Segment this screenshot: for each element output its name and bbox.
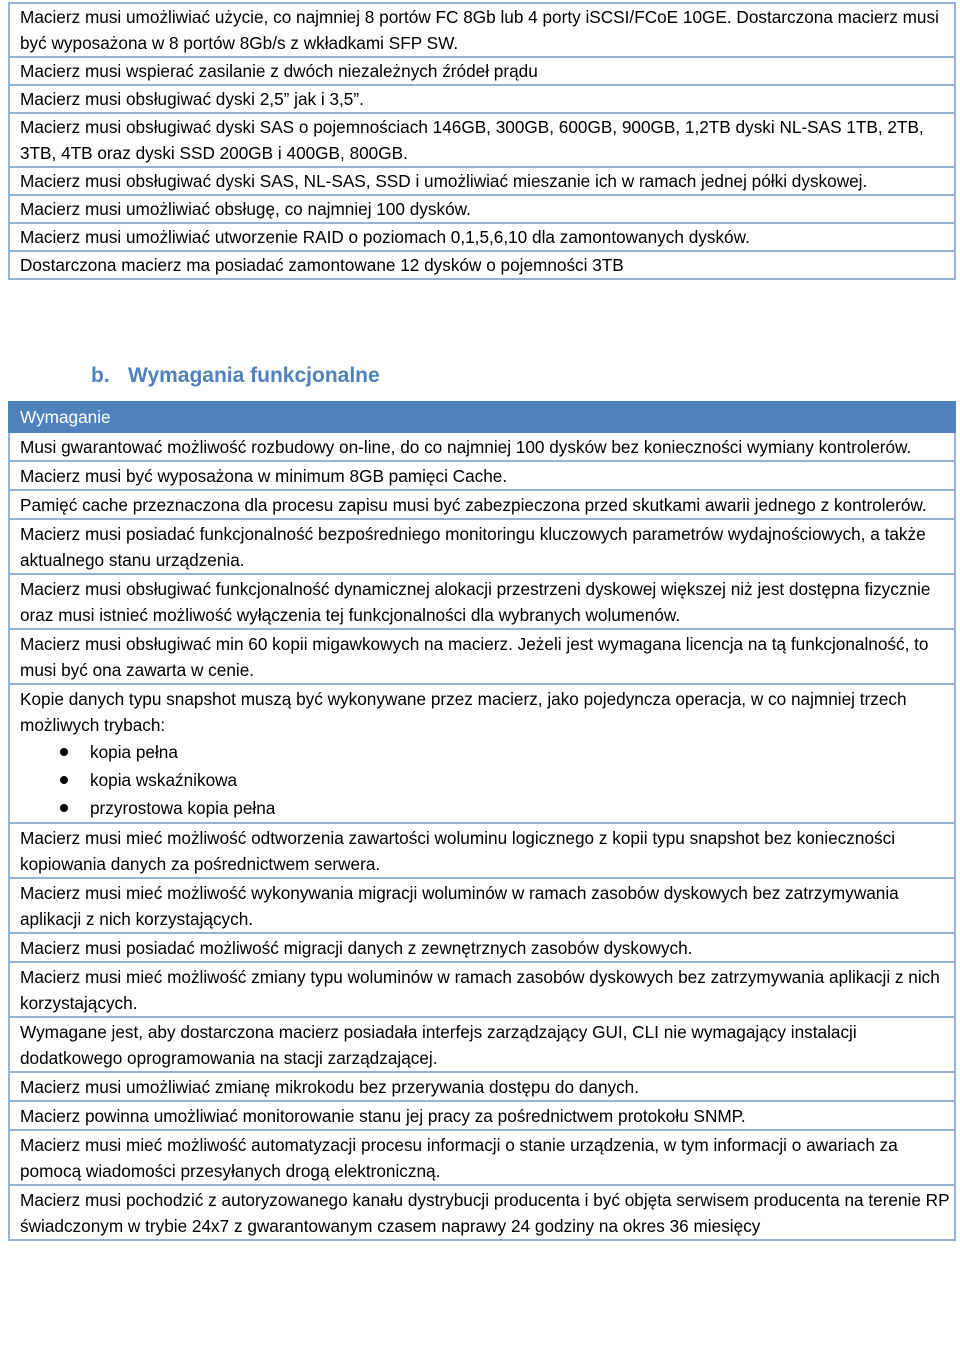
snapshot-modes-list <box>20 738 954 822</box>
list-item <box>20 794 954 822</box>
table-cell: Dostarczona macierz ma posiadać zamontowane 12 dysków o pojemności 3TB <box>9 251 955 279</box>
table-cell: Macierz musi wspierać zasilanie z dwóch niezależnych źródeł prądu <box>9 57 955 85</box>
snapshot-intro: Kopie danych typu snapshot muszą być wykonywane przez macierz, jako pojedyncza operacja, w co najmniej trzech możliwych trybach: <box>20 689 907 735</box>
table-cell: Musi gwarantować możliwość rozbudowy on-line, do co najmniej 100 dysków bez konieczności wymiany kontrolerów. <box>9 432 955 461</box>
table-cell: Macierz musi obsługiwać min 60 kopii migawkowych na macierz. Jeżeli jest wymagana licencja na tą funkcjonalność, to musi być ona zawarta w cenie. <box>9 629 955 684</box>
table-cell: Macierz musi umożliwiać utworzenie RAID o poziomach 0,1,5,6,10 dla zamontowanych dysków. <box>9 223 955 251</box>
table-row <box>9 823 955 878</box>
table-row <box>9 519 955 574</box>
section-heading <box>91 364 380 388</box>
table-row <box>9 57 955 85</box>
table-row <box>9 167 955 195</box>
section-title: Wymagania funkcjonalne <box>128 364 380 387</box>
table-cell: Macierz musi mieć możliwość odtworzenia zawartości woluminu logicznego z kopii typu snapshot bez konieczności kopiowania danych za pośrednictwem serwera. <box>9 823 955 878</box>
table-row <box>9 933 955 962</box>
table-cell: Macierz musi mieć możliwość automatyzacji procesu informacji o stanie urządzenia, w tym informacji o awariach za pomocą wiadomości przesyłanych drogą elektroniczną. <box>9 1130 955 1185</box>
column-header: Wymaganie <box>9 402 955 432</box>
list-item-label: kopia pełna <box>90 742 178 762</box>
table-row <box>9 1101 955 1130</box>
table-cell: Pamięć cache przeznaczona dla procesu zapisu musi być zabezpieczona przed skutkami awarii jednego z kontrolerów. <box>9 490 955 519</box>
table-cell: Macierz musi umożliwiać obsługę, co najmniej 100 dysków. <box>9 195 955 223</box>
table-row <box>9 1130 955 1185</box>
list-item-label: przyrostowa kopia pełna <box>90 798 276 818</box>
list-item-label: kopia wskaźnikowa <box>90 770 238 790</box>
table-row <box>9 195 955 223</box>
table-row <box>9 962 955 1017</box>
list-item <box>20 738 954 766</box>
table-row <box>9 1185 955 1240</box>
table-row <box>9 432 955 461</box>
table-row <box>9 1072 955 1101</box>
table-cell: Macierz musi posiadać funkcjonalność bezpośredniego monitoringu kluczowych parametrów wydajnościowych, a także aktualnego stanu urządzenia. <box>9 519 955 574</box>
table-row <box>9 85 955 113</box>
table-row <box>9 3 955 57</box>
table-cell: Macierz musi mieć możliwość zmiany typu woluminów w ramach zasobów dyskowych bez zatrzymywania aplikacji z nich korzystających. <box>9 962 955 1017</box>
table-cell: Macierz musi umożliwiać użycie, co najmniej 8 portów FC 8Gb lub 4 porty iSCSI/FCoE 10GE. Dostarczona macierz musi być wyposażona w 8 portów 8Gb/s z wkładkami SFP SW. <box>9 3 955 57</box>
table-cell: Macierz musi mieć możliwość wykonywania migracji woluminów w ramach zasobów dyskowych bez zatrzymywania aplikacji z nich korzystających. <box>9 878 955 933</box>
table-cell: Macierz musi obsługiwać dyski SAS o pojemnościach 146GB, 300GB, 600GB, 900GB, 1,2TB dyski NL-SAS 1TB, 2TB, 3TB, 4TB oraz dyski SSD 200GB i 400GB, 800GB. <box>9 113 955 167</box>
table-row <box>9 251 955 279</box>
table-row <box>9 629 955 684</box>
functional-requirements-table <box>8 401 956 1241</box>
table-cell: Macierz musi być wyposażona w minimum 8GB pamięci Cache. <box>9 461 955 490</box>
table-row <box>9 1017 955 1072</box>
table-row <box>9 684 955 823</box>
table-row <box>9 223 955 251</box>
table-cell: Macierz musi umożliwiać zmianę mikrokodu bez przerywania dostępu do danych. <box>9 1072 955 1101</box>
table-header-row <box>9 402 955 432</box>
table-row <box>9 878 955 933</box>
table-cell: Macierz musi obsługiwać dyski SAS, NL-SAS, SSD i umożliwiać mieszanie ich w ramach jednej półki dyskowej. <box>9 167 955 195</box>
table-cell: Macierz musi posiadać możliwość migracji danych z zewnętrznych zasobów dyskowych. <box>9 933 955 962</box>
section-number: b. <box>91 364 110 387</box>
table-row <box>9 490 955 519</box>
bullet-icon <box>60 748 68 756</box>
hardware-requirements-table <box>8 2 956 280</box>
table-cell: Macierz powinna umożliwiać monitorowanie stanu jej pracy za pośrednictwem protokołu SNMP. <box>9 1101 955 1130</box>
table-row <box>9 574 955 629</box>
table-cell <box>9 684 955 823</box>
bullet-icon <box>60 776 68 784</box>
table-cell: Macierz musi pochodzić z autoryzowanego kanału dystrybucji producenta i być objęta serwisem producenta na terenie RP świadczonym w trybie 24x7 z gwarantowanym czasem naprawy 24 godziny na okres 36 miesięcy <box>9 1185 955 1240</box>
table-cell: Macierz musi obsługiwać funkcjonalność dynamicznej alokacji przestrzeni dyskowej większej niż jest dostępna fizycznie oraz musi istnieć możliwość wyłączenia tej funkcjonalności dla wybranych wolumenów. <box>9 574 955 629</box>
bullet-icon <box>60 804 68 812</box>
table-cell: Wymagane jest, aby dostarczona macierz posiadała interfejs zarządzający GUI, CLI nie wymagający instalacji dodatkowego oprogramowania na stacji zarządzającej. <box>9 1017 955 1072</box>
table-cell: Macierz musi obsługiwać dyski 2,5” jak i 3,5”. <box>9 85 955 113</box>
table-row <box>9 461 955 490</box>
list-item <box>20 766 954 794</box>
table-row <box>9 113 955 167</box>
